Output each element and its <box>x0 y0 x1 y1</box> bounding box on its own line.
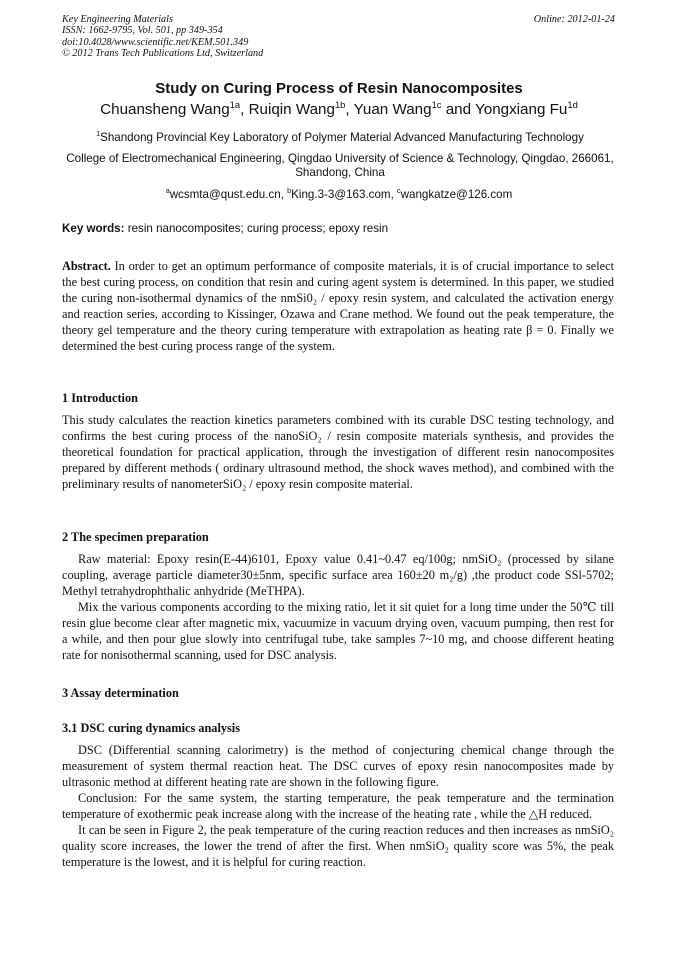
journal-issn: ISSN: 1662-9795, Vol. 501, pp 349-354 <box>62 25 223 37</box>
email-sep: , <box>280 188 288 201</box>
author: Chuansheng Wang <box>100 101 230 118</box>
email-sup: c <box>397 186 401 196</box>
section-heading-dsc: 3.1 DSC curing dynamics analysis <box>62 721 240 735</box>
abstract-label: Abstract. <box>62 259 111 273</box>
online-date: Online: 2012-01-24 <box>533 14 615 25</box>
affiliation-line-1 <box>58 131 622 145</box>
email-list <box>0 188 678 201</box>
affiliation-text-1: Shandong Provincial Key Laboratory of Polymer Material Advanced Manufacturing Technology <box>100 131 584 144</box>
journal-copyright: © 2012 Trans Tech Publications Ltd, Switzerland <box>62 48 264 60</box>
section-heading-assay: 3 Assay determination <box>62 686 179 700</box>
introduction-text <box>62 412 614 492</box>
email-address: wangkatze@126.com <box>400 188 513 201</box>
affiliation-line-2: College of Electromechanical Engineering, Qingdao University of Science & Technology, Qingdao, 266061, Shandong, China <box>66 152 614 179</box>
preparation-text <box>62 551 614 663</box>
paragraph: This study calculates the reaction kinetics parameters combined with its curable DSC testing technology, and confirms the best curing process of the nanoSiO₂ / resin composite materials synthesis, and provides the theoretical foundation for practical application, through the investigation of different resin nanocomposites prepared by different methods ( ordinary ultrasound method, the shock waves method), and combined with the preliminary results of nanometerSiO₂ / epoxy resin composite material. <box>62 413 614 491</box>
email-sep: , <box>390 188 398 201</box>
keywords-text: resin nanocomposites; curing process; epoxy resin <box>124 222 389 235</box>
dsc-text <box>62 742 614 870</box>
paragraph: Raw material: Epoxy resin(E-44)6101, Epoxy value 0.41~0.47 eq/100g; nmSiO₂ (processed by silane coupling, average particle diameter30±5nm, specific surface area 160±20 m₂/g) ,the product code SSl-5702; Methyl tetrahydrophthalic anhydride (MeTHPA). <box>62 552 614 598</box>
journal-doi: doi:10.4028/www.scientific.net/KEM.501.349 <box>62 36 249 48</box>
author: Yuan Wang <box>353 101 432 118</box>
keywords-label: Key words: <box>62 222 125 235</box>
email-sup: a <box>165 186 170 196</box>
paragraph: DSC (Differential scanning calorimetry) is the method of conjecturing chemical change through the measurement of system thermal reaction heat. The DSC curves of epoxy resin nanocomposites made by ultrasonic method at different heating rate are shown in the following figure. <box>62 743 614 789</box>
abstract-text: In order to get an optimum performance of composite materials, it is of crucial importance to select the best curing process, on condition that resin and curing agent system is determined. In this paper, we studied the curing non-isothermal dynamics of the nmSi0₂ / epoxy resin system, and calculated the activation energy and reaction series, according to Kissinger, Ozawa and Crane method. We found out the peak temperature, the theory gel temperature and the theory curing temperature with extrapolation as heating rate β = 0. Finally we determined the best curing process range of the system. <box>62 259 614 353</box>
keywords <box>62 222 388 235</box>
author-sup: 1c <box>431 98 442 110</box>
author-sep: , <box>345 101 354 118</box>
author-sup: 1a <box>229 98 241 110</box>
paper-title: Study on Curing Process of Resin Nanocomposites <box>155 80 523 97</box>
journal-name: Key Engineering Materials <box>62 14 173 25</box>
author-sup: 1b <box>334 98 346 110</box>
section-heading-preparation: 2 The specimen preparation <box>62 530 209 544</box>
paragraph: Mix the various components according to the mixing ratio, let it sit quiet for a long time under the 50℃ till resin glue become clear after magnetic mix, vacuumize in vacuum drying oven, vacuum pumping, then rest for a while, and then pour glue slowly into centrifugal tube, take samples 7~10 mg, and choose different heating rate for nonisothermal scanning, used for DSC analysis. <box>62 600 614 662</box>
journal-header <box>62 14 263 60</box>
author-sup: 1d <box>567 98 578 110</box>
section-heading-introduction: 1 Introduction <box>62 391 138 405</box>
author-list <box>0 100 678 120</box>
affiliation-sup: 1 <box>96 129 101 139</box>
paragraph: Conclusion: For the same system, the starting temperature, the peak temperature and the termination temperature of exothermic peak increase along with the increase of the heating rate , while the △H reduced. <box>62 791 614 821</box>
email-address: King.3-3@163.com <box>291 188 391 201</box>
author-sep: and <box>441 101 476 118</box>
paragraph: It can be seen in Figure 2, the peak temperature of the curing reaction reduces and then increases as nmSiO₂ quality score increases, the lower the trend of after the first. When nmSiO₂ quality score was 5%, the peak temperature is the lowest, and it is helpful for curing reaction. <box>62 823 614 869</box>
author-sep: , <box>240 101 249 118</box>
email-address: wcsmta@qust.edu.cn <box>169 188 281 201</box>
author: Yongxiang Fu <box>475 101 568 118</box>
author: Ruiqin Wang <box>248 101 335 118</box>
email-sup: b <box>287 186 292 196</box>
abstract <box>62 258 614 354</box>
